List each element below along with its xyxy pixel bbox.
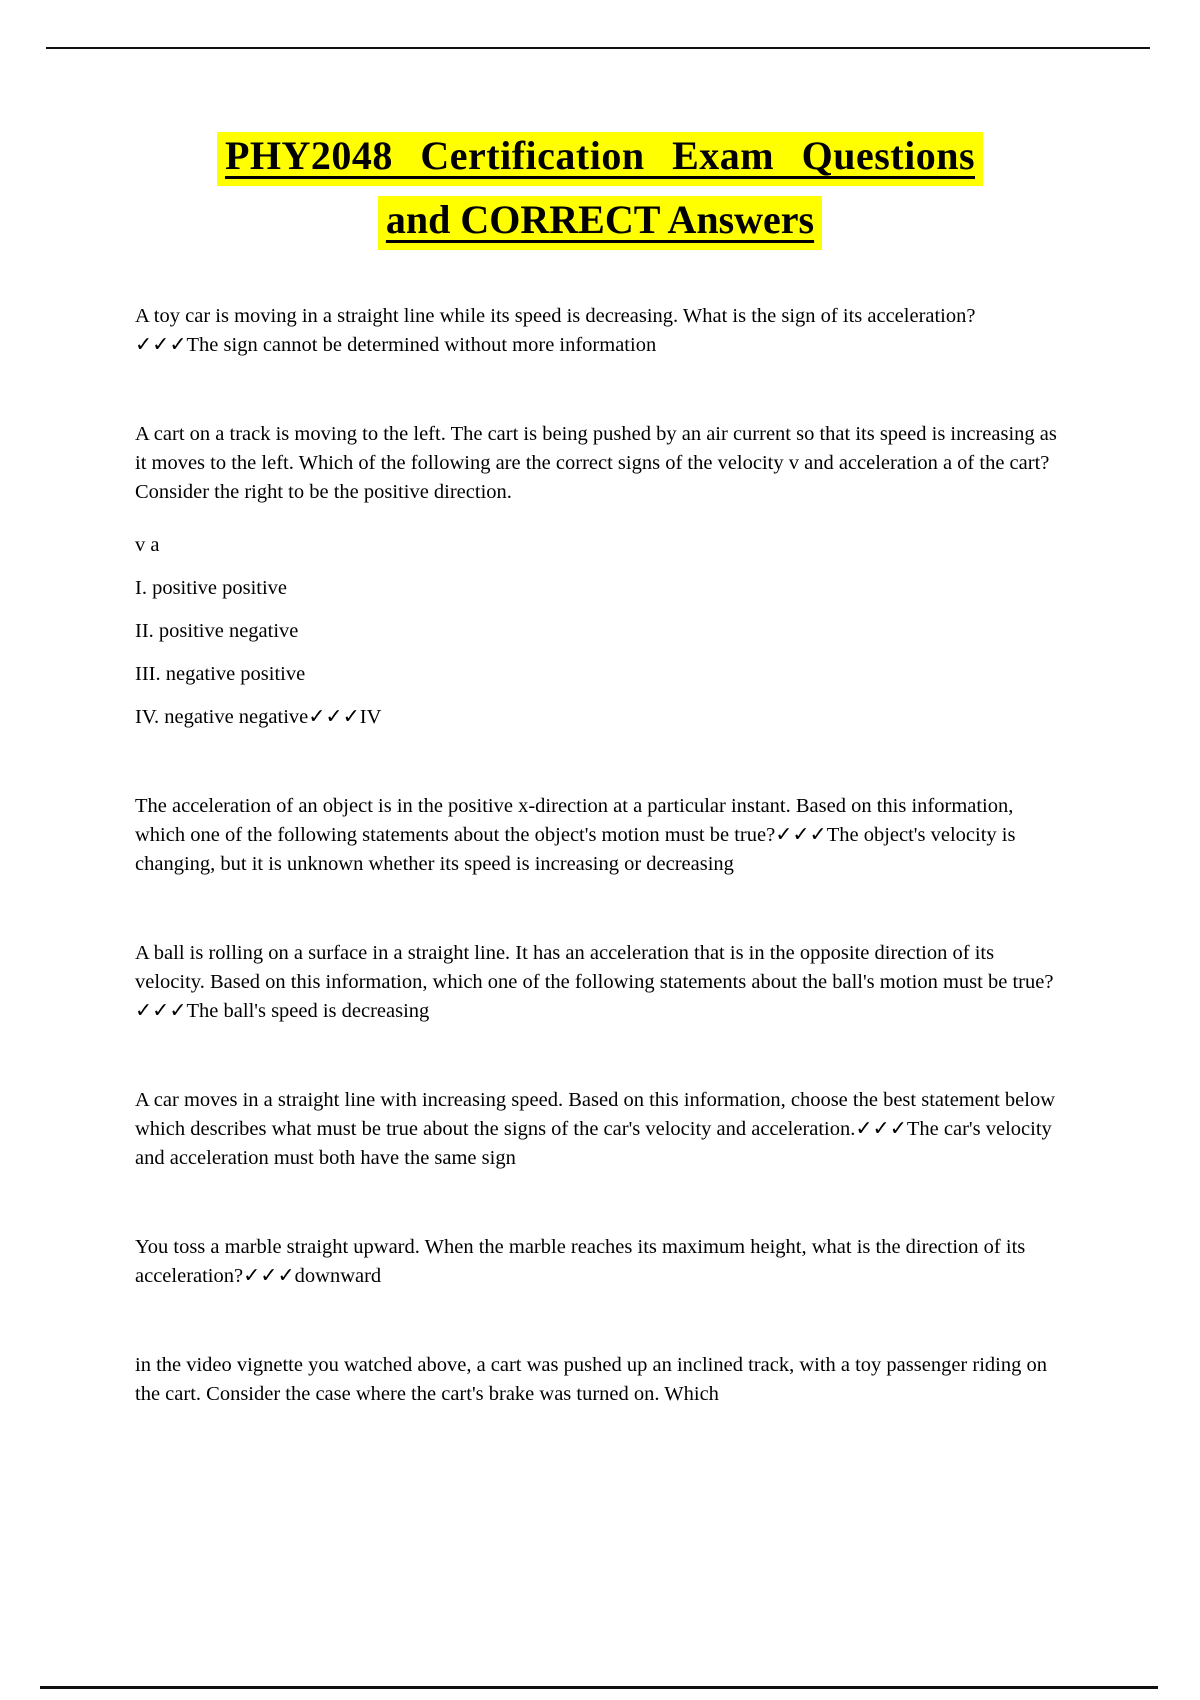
answer-choice-line: II. positive negative xyxy=(135,620,299,642)
title-line-1: PHY2048 Certification Exam Questions xyxy=(217,132,983,186)
title-line-2: and CORRECT Answers xyxy=(378,196,822,250)
top-border-line xyxy=(46,47,1150,49)
qa-paragraph: A ball is rolling on a surface in a straight line. It has an acceleration that is in the opposite direction of its velocity. Based on this information, which one of the following statements about the ball's motion must be true?✓✓✓The ball's speed is decreasing xyxy=(135,942,1054,1022)
answer-choice-line: III. negative positive xyxy=(135,663,306,685)
answer-choice-line: I. positive positive xyxy=(135,577,288,599)
qa-paragraph: A cart on a track is moving to the left. The cart is being pushed by an air current so that its speed is increasing as it moves to the left. Which of the following are the correct signs of the velocity v and acceleration a of the cart? Consider the right to be the positive direction. xyxy=(135,423,1057,503)
answer-choice-line: v a xyxy=(135,534,160,556)
qa-paragraph: in the video vignette you watched above, a cart was pushed up an inclined track, with a toy passenger riding on the cart. Consider the case where the cart's brake was turned on. Which xyxy=(135,1354,1047,1405)
qa-paragraph: A car moves in a straight line with increasing speed. Based on this information, choose the best statement below which describes what must be true about the signs of the car's velocity and acceleration.✓✓✓The car's velocity and acceleration must both have the same sign xyxy=(135,1089,1056,1169)
qa-paragraph: You toss a marble straight upward. When the marble reaches its maximum height, what is the direction of its acceleration?✓✓✓downward xyxy=(135,1236,1026,1287)
bottom-border-line xyxy=(40,1686,1158,1689)
answer-choice-line: IV. negative negative✓✓✓IV xyxy=(135,706,382,728)
document-body xyxy=(0,302,1200,1409)
title-line-1-wrap xyxy=(110,132,1090,186)
qa-paragraph: A toy car is moving in a straight line while its speed is decreasing. What is the sign of its acceleration?✓✓✓The sign cannot be determined without more information xyxy=(135,305,976,356)
title-line-2-wrap xyxy=(110,196,1090,250)
qa-paragraph: The acceleration of an object is in the positive x-direction at a particular instant. Based on this information, which one of the following statements about the object's motion must be true?✓✓✓The object's velocity is changing, but it is unknown whether its speed is increasing or decreasing xyxy=(135,795,1016,875)
document-title xyxy=(110,132,1090,250)
